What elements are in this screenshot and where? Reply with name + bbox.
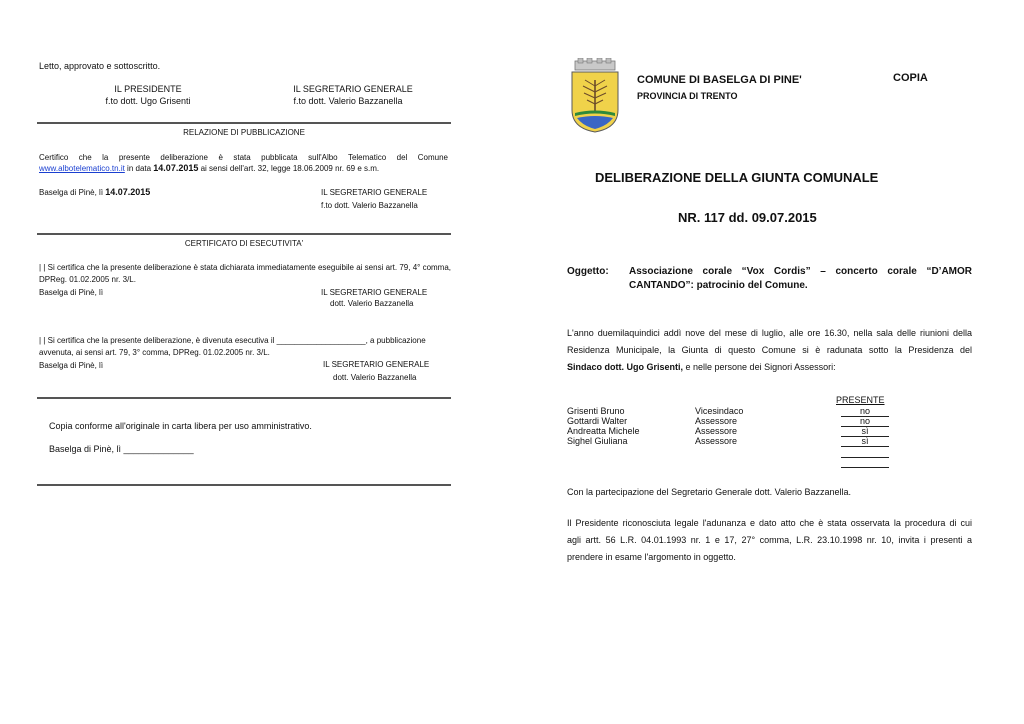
pub-place-date: 14.07.2015	[105, 187, 151, 197]
member-present: sì	[861, 436, 869, 446]
member-name: Gottardi Walter	[567, 416, 628, 426]
exec-p2-line1: | | Si certifica che la presente deliberazione, è divenuta esecutiva il ____________________, a pubblicazione	[39, 336, 426, 345]
member-present: no	[859, 406, 870, 416]
pub-place	[39, 187, 150, 197]
presente-header: PRESENTE	[836, 395, 885, 405]
member-present: sì	[861, 426, 869, 436]
copy-line: Copia conforme all'originale in carta libera per uso amministrativo.	[49, 421, 312, 431]
pub-in-data: in data	[124, 164, 154, 173]
oggetto-line1: Associazione corale “Vox Cordis” – concerto corale “D’AMOR	[629, 266, 972, 277]
pub-date: 14.07.2015	[153, 163, 199, 173]
copia-label: COPIA	[893, 72, 928, 84]
closing-line1: Il Presidente riconosciuta legale l'adunanza e dato atto che è stata osservata la procedura di cui	[567, 518, 972, 528]
pub-place-prefix: Baselga di Pinè, lì	[39, 188, 106, 197]
member-name: Grisenti Bruno	[567, 406, 625, 416]
divider	[37, 122, 451, 124]
present-underline	[841, 457, 889, 458]
exec-p1-sig-name: dott. Valerio Bazzanella	[330, 299, 414, 308]
divider	[37, 484, 451, 486]
segretario-title: IL SEGRETARIO GENERALE	[293, 84, 413, 94]
pub-sig-name: f.to dott. Valerio Bazzanella	[321, 201, 418, 210]
exec-p1-line2: DPReg. 01.02.2005 nr. 3/L.	[39, 275, 136, 284]
participation-text: Con la partecipazione del Segretario Generale dott. Valerio Bazzanella.	[567, 487, 852, 497]
pub-text-line2	[39, 163, 451, 173]
oggetto-line2: CANTANDO”: patrocinio del Comune.	[629, 280, 808, 291]
member-role: Assessore	[695, 416, 738, 426]
segretario-name: f.to dott. Valerio Bazzanella	[293, 96, 403, 106]
intro-sindaco: Sindaco dott. Ugo Grisenti,	[567, 362, 684, 372]
member-role: Assessore	[695, 436, 738, 446]
member-name: Andreatta Michele	[567, 426, 640, 436]
presidente-name: f.to dott. Ugo Grisenti	[105, 96, 191, 106]
pub-sig-title: IL SEGRETARIO GENERALE	[321, 188, 428, 197]
exec-p1-place: Baselga di Pinè, lì	[39, 288, 104, 297]
member-present: no	[859, 416, 870, 426]
present-underline	[841, 467, 889, 468]
exec-p1-line1: | | Si certifica che la presente deliberazione è stata dichiarata immediatamente eseguibile ai sensi art. 79, 4° comma,	[39, 263, 452, 272]
divider	[37, 233, 451, 235]
provincia-name: PROVINCIA DI TRENTO	[637, 91, 738, 101]
intro-line3	[567, 362, 836, 372]
closing-line2: agli artt. 56 L.R. 04.01.1993 nr. 1 e 17, 27° comma, L.R. 23.10.1998 nr. 10, invita i presenti a	[567, 535, 972, 545]
exec-p2-line2: avvenuta, ai sensi art. 79, 3° comma, DPReg. 01.02.2005 nr. 3/L.	[39, 348, 270, 357]
intro-line2: Residenza Municipale, la Giunta di questo Comune si è radunata sotto la Presidenza del	[567, 345, 972, 355]
exec-p2-sig-name: dott. Valerio Bazzanella	[333, 373, 417, 382]
copy-place: Baselga di Pinè, lì ______________	[49, 444, 194, 454]
comune-name: COMUNE DI BASELGA DI PINE'	[637, 74, 802, 86]
approval-text: Letto, approvato e sottoscritto.	[39, 61, 161, 71]
exec-p2-place: Baselga di Pinè, lì	[39, 361, 104, 370]
albo-link[interactable]: www.albotelematico.tn.it	[39, 164, 125, 173]
pub-text-after: ai sensi dell'art. 32, legge 18.06.2009 nr. 69 e s.m.	[198, 164, 380, 173]
member-role: Vicesindaco	[695, 406, 744, 416]
intro-rest: e nelle persone dei Signori Assessori:	[683, 362, 836, 372]
present-underline	[841, 446, 889, 447]
member-name: Sighel Giuliana	[567, 436, 628, 446]
pub-text-line1: Certifico che la presente deliberazione è stata pubblicata sull'Albo Telematico del Comune	[39, 153, 448, 162]
exec-p1-sig-title: IL SEGRETARIO GENERALE	[321, 288, 428, 297]
closing-line3: prendere in esame l'argomento in oggetto.	[567, 552, 736, 562]
pub-heading: RELAZIONE DI PUBBLICAZIONE	[183, 128, 305, 137]
crest-icon	[567, 58, 623, 134]
exec-heading: CERTIFICATO DI ESECUTIVITA'	[184, 239, 304, 248]
page-title: DELIBERAZIONE DELLA GIUNTA COMUNALE	[595, 170, 879, 185]
presidente-title: IL PRESIDENTE	[114, 84, 182, 94]
exec-p2-sig-title: IL SEGRETARIO GENERALE	[323, 360, 430, 369]
oggetto-label: Oggetto:	[567, 266, 609, 277]
member-role: Assessore	[695, 426, 738, 436]
intro-line1: L'anno duemilaquindici addì nove del mese di luglio, alle ore 16.30, nella sala delle riunioni della	[567, 328, 972, 338]
divider	[37, 397, 451, 399]
deliberation-number: NR. 117 dd. 09.07.2015	[678, 210, 817, 225]
